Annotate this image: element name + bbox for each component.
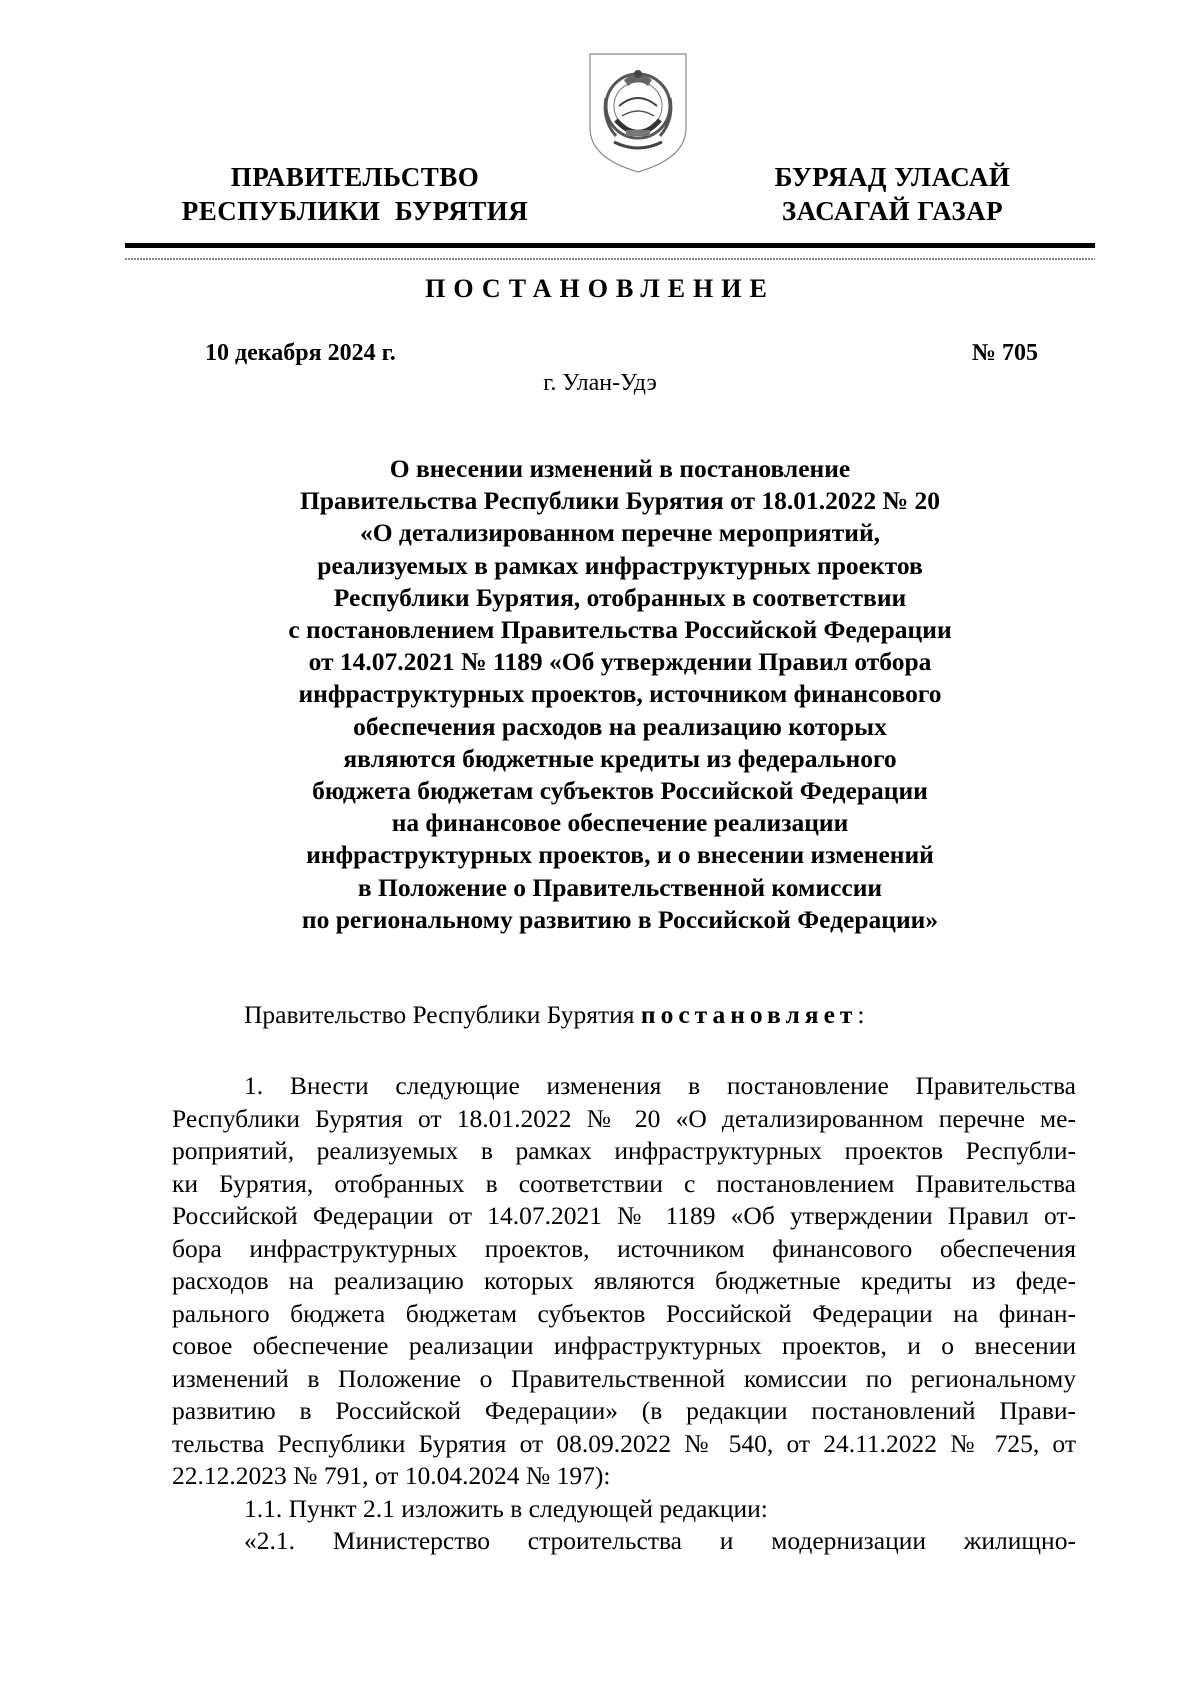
body-line: тельства Республики Бурятия от 08.09.2022 № 540, от 24.11.2022 № 725, от bbox=[172, 1428, 1076, 1458]
document-date: 10 декабря 2024 г. bbox=[205, 340, 396, 366]
body-line-last bbox=[172, 1525, 1076, 1558]
body-word: и bbox=[719, 1526, 734, 1555]
body-line: изменений в Положение о Правительственной комиссии по региональному bbox=[172, 1363, 1076, 1393]
preamble bbox=[244, 1000, 865, 1030]
document-title bbox=[200, 453, 1040, 936]
body-word: Министерство bbox=[332, 1526, 490, 1555]
title-line: «О детализированном перечне мероприятий, bbox=[359, 518, 881, 548]
right-organization-name bbox=[755, 160, 1030, 228]
body-line: роприятий, реализуемых в рамках инфраструктурных проектов Республи- bbox=[172, 1136, 1076, 1165]
body-line: развитию в Российской Федерации» (в редакции постановлений Прави- bbox=[172, 1396, 1076, 1425]
title-line: в Положение о Правительственной комиссии bbox=[357, 872, 883, 902]
title-line: по региональному развитию в Российской Федерации» bbox=[301, 904, 939, 934]
title-line: инфраструктурных проектов, источником финансового bbox=[298, 679, 942, 709]
header-divider-thick bbox=[125, 243, 1095, 248]
title-line: являются бюджетные кредиты из федерального bbox=[343, 743, 897, 773]
body-line: 1.1. Пункт 2.1 изложить в следующей редакции: bbox=[244, 1493, 768, 1523]
document-type-heading: ПОСТАНОВЛЕНИЕ bbox=[425, 274, 775, 303]
document-body bbox=[172, 1070, 1076, 1558]
preamble-tail: : bbox=[857, 1000, 865, 1029]
left-org-line-2: РЕСПУБЛИКИ БУРЯТИЯ bbox=[181, 196, 529, 226]
body-line: совое обеспечение реализации инфраструктурных проектов, и о внесении bbox=[172, 1331, 1076, 1360]
right-org-line-1: БУРЯАД УЛАСАЙ bbox=[774, 162, 1011, 192]
title-line: О внесении изменений в постановление bbox=[389, 454, 851, 483]
preamble-verb: постановляет bbox=[640, 1000, 858, 1029]
body-line: 1. Внести следующие изменения в постановление Правительства bbox=[244, 1071, 1076, 1100]
body-line: ки Бурятия, отобранных в соответствии с постановлением Правительства bbox=[172, 1168, 1076, 1198]
body-word: модернизации bbox=[771, 1526, 927, 1555]
title-line: от 14.07.2021 № 1189 «Об утверждении Правил отбора bbox=[308, 647, 932, 677]
title-line: бюджета бюджетам субъектов Российской Федерации bbox=[312, 776, 928, 806]
body-line: бора инфраструктурных проектов, источником финансового обеспечения bbox=[172, 1233, 1076, 1263]
document-number: № 705 bbox=[971, 340, 1038, 366]
body-line: рального бюджета бюджетам субъектов Российской Федерации на финан- bbox=[172, 1298, 1076, 1328]
title-line: инфраструктурных проектов, и о внесении изменений bbox=[306, 840, 934, 870]
preamble-text: Правительство Республики Бурятия bbox=[244, 1000, 641, 1029]
body-line: расходов на реализацию которых являются бюджетные кредиты из феде- bbox=[172, 1266, 1076, 1295]
title-line: реализуемых в рамках инфраструктурных проектов bbox=[317, 550, 923, 580]
title-line: обеспечения расходов на реализацию которых bbox=[353, 711, 887, 741]
title-line: с постановлением Правительства Российской Федерации bbox=[288, 615, 952, 645]
coat-of-arms-icon bbox=[586, 50, 690, 176]
body-line: Республики Бурятия от 18.01.2022 № 20 «О детализированном перечне ме- bbox=[172, 1103, 1076, 1133]
header-divider-thin bbox=[125, 258, 1095, 260]
title-line: Правительства Республики Бурятия от 18.01.2022 № 20 bbox=[299, 486, 941, 516]
right-org-line-2: ЗАСАГАЙ ГАЗАР bbox=[781, 196, 1004, 226]
body-line: Российской Федерации от 14.07.2021 № 1189 «Об утверждении Правил от- bbox=[172, 1201, 1076, 1230]
body-word: «2.1. bbox=[244, 1526, 295, 1555]
title-line: на финансовое обеспечение реализации bbox=[391, 808, 849, 838]
document-city: г. Улан-Удэ bbox=[543, 370, 657, 396]
body-word: жилищно- bbox=[963, 1526, 1076, 1555]
body-line: 22.12.2023 № 791, от 10.04.2024 № 197): bbox=[172, 1461, 611, 1490]
title-line: Республики Бурятия, отобранных в соответствии bbox=[333, 582, 907, 612]
left-org-line-1: ПРАВИТЕЛЬСТВО bbox=[230, 162, 480, 192]
body-word: строительства bbox=[527, 1526, 682, 1555]
left-organization-name bbox=[170, 160, 540, 228]
